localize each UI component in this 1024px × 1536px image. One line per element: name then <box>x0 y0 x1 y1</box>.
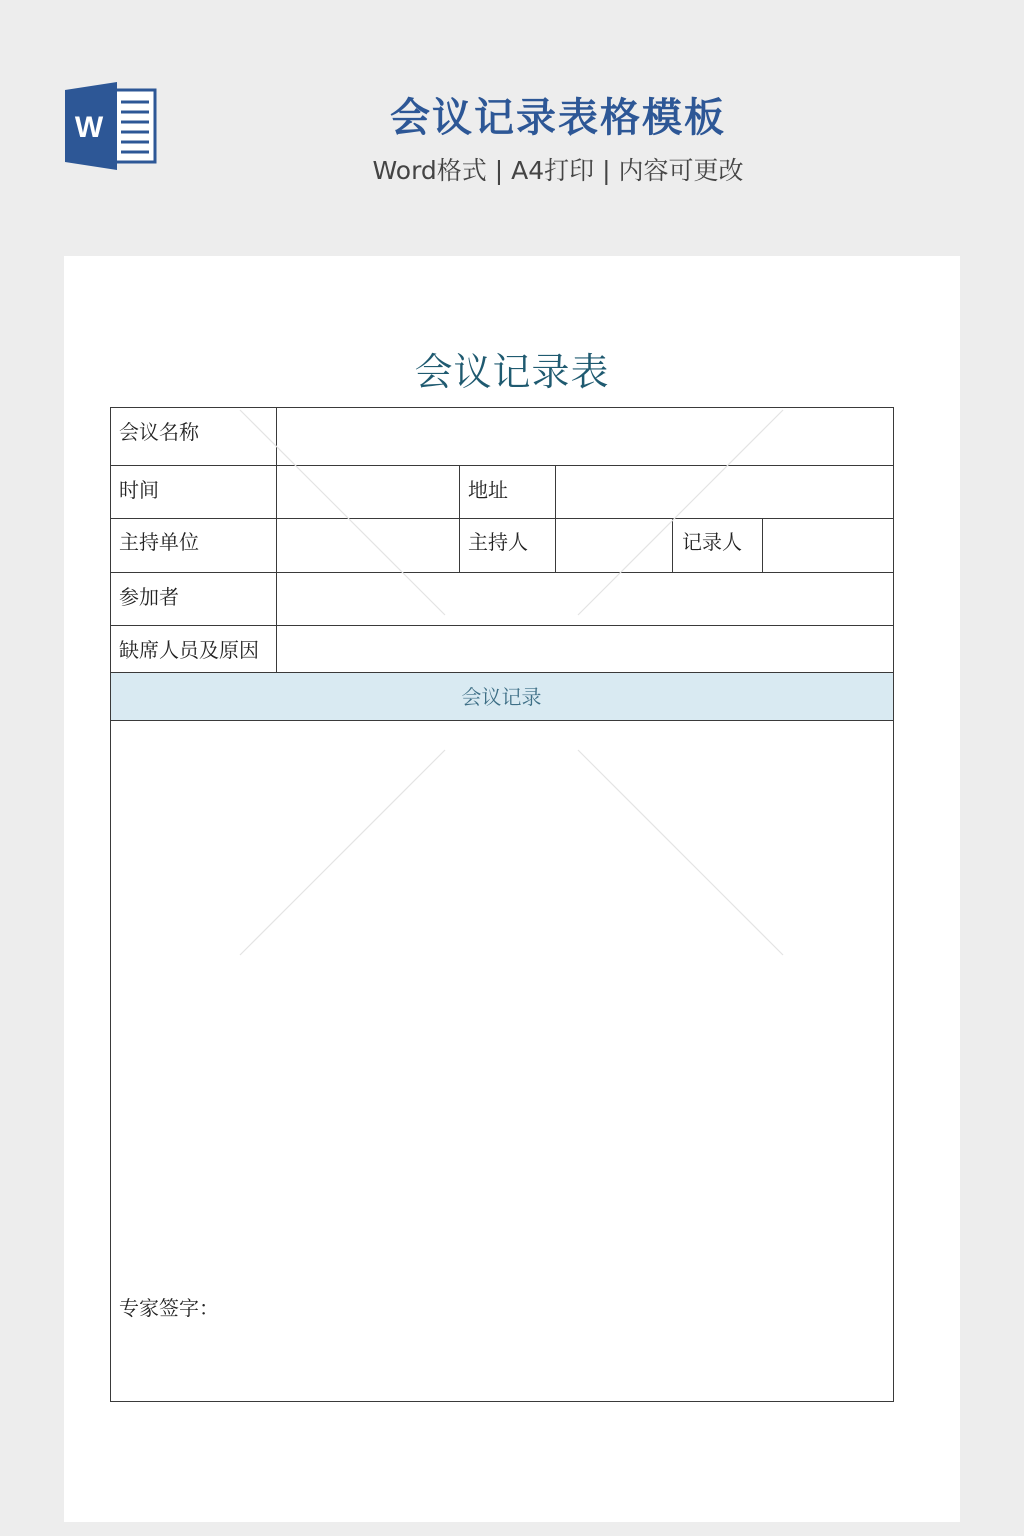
table-border-right <box>893 407 894 1402</box>
host-field[interactable] <box>564 530 664 554</box>
column-divider <box>672 518 673 573</box>
meeting-name-label: 会议名称 <box>119 420 199 444</box>
column-divider <box>276 407 277 673</box>
row-divider <box>110 465 894 466</box>
host-unit-label: 主持单位 <box>119 530 199 554</box>
column-divider <box>762 518 763 573</box>
records-section-label: 会议记录 <box>461 685 542 709</box>
attendees-label: 参加者 <box>119 585 179 609</box>
recorder-field[interactable] <box>771 530 886 554</box>
recorder-label: 记录人 <box>682 530 742 554</box>
word-document-icon <box>65 82 157 170</box>
address-field[interactable] <box>564 478 886 502</box>
row-divider <box>110 720 894 721</box>
signature-field[interactable] <box>222 1296 522 1320</box>
column-divider <box>459 465 460 573</box>
signature-label: 专家签字： <box>119 1296 219 1320</box>
row-divider <box>110 625 894 626</box>
absentees-field[interactable] <box>286 638 886 662</box>
column-divider <box>555 465 556 573</box>
attendees-field[interactable] <box>286 585 886 609</box>
time-field[interactable] <box>286 478 452 502</box>
time-label: 时间 <box>119 478 159 502</box>
row-divider <box>110 672 894 673</box>
host-unit-field[interactable] <box>286 530 452 554</box>
document-title: 会议记录表 <box>414 350 610 394</box>
banner-title: 会议记录表格模板 <box>390 95 726 141</box>
row-divider <box>110 518 894 519</box>
meeting-name-field[interactable] <box>286 420 886 444</box>
records-content-area[interactable] <box>119 732 885 1282</box>
row-divider <box>110 572 894 573</box>
host-label: 主持人 <box>468 530 528 554</box>
word-icon-letter: W <box>74 111 104 144</box>
table-border-left <box>110 407 111 1402</box>
absentees-label: 缺席人员及原因 <box>119 638 259 662</box>
table-border-bottom <box>110 1401 894 1402</box>
banner-subtitle: Word格式 | A4打印 | 内容可更改 <box>372 156 744 185</box>
table-border-top <box>110 407 894 408</box>
address-label: 地址 <box>468 478 508 502</box>
